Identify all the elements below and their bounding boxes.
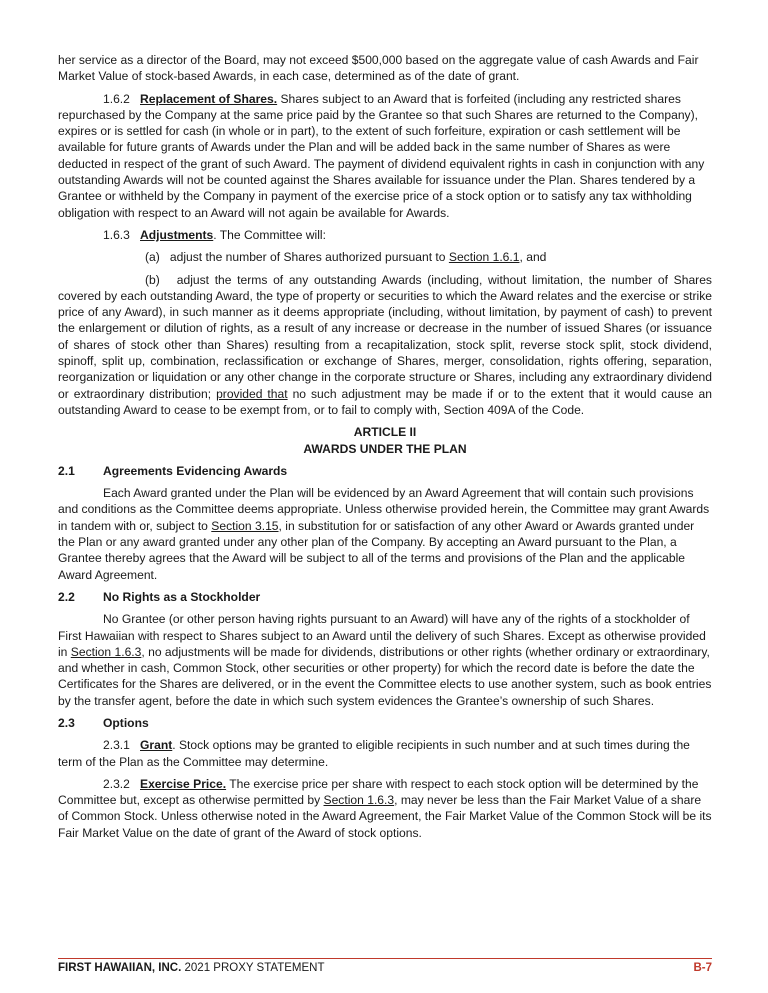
section-title: Exercise Price.: [140, 776, 227, 791]
clause-text-end: no such adjustment may be made if or to the extent that it would cause an outstanding Award to cease to be exempt from, or to fail to comply with, Section 409A of the Code.: [58, 386, 712, 417]
section-title: Grant: [140, 738, 173, 753]
section-2-3-heading: [58, 715, 712, 731]
provided-that-link: provided that: [216, 386, 288, 401]
section-text: . Stock options may be granted to eligible recipients in such number and at such times during the term of the Plan as the Committee may determine.: [58, 738, 690, 769]
section-text-end: , no adjustments will be made for dividends, distributions or other rights (whether ordinary or extraordinary, and whether in cash, Common Stock, other securities or other property) for which the record date is before the date the Certificates for the Shares are delivered, or in the event the Committee elects to use another system, such as book entries by the transfer agent, before the date in which such system evidences the Grantee’s ownership of such Shares.: [58, 644, 712, 708]
section-text: Each Award granted under the Plan will be evidenced by an Award Agreement that will contain such provisions and conditions as the Committee deems appropriate. Unless otherwise provided herein, the Committee may grant Awards in tandem with or, subject to: [58, 486, 710, 533]
clause-b: [58, 272, 712, 419]
section-number: 2.1: [58, 463, 75, 478]
section-1-6-2: [58, 91, 712, 221]
section-link-3-15[interactable]: Section 3.15: [211, 518, 279, 533]
footer-title: [58, 962, 324, 974]
footer-doc: 2021 PROXY STATEMENT: [181, 962, 325, 974]
section-number: 1.6.3: [103, 227, 130, 242]
clause-label: (b): [145, 272, 160, 287]
section-2-2-body: [58, 611, 712, 709]
document-page: [58, 52, 712, 847]
section-2-1-heading: [58, 463, 712, 479]
section-title: Adjustments: [140, 227, 214, 242]
section-text-end: , in substitution for or satisfaction of any other Award or Awards granted under the Plan or any award granted under any other plan of the Company. By accepting an Award pursuant to the Plan, a Grantee thereby agrees that the Award will be subject to all of the terms and provisions of the Plan and the applicable Award Agreement.: [58, 518, 695, 582]
section-text-end: , may never be less than the Fair Market Value of a share of Common Stock. Unless otherwise noted in the Award Agreement, the Fair Market Value of the Common Stock will be its Fair Market Value on the date of grant of the Award of stock options.: [58, 793, 712, 840]
page-footer: [58, 958, 712, 974]
article-heading: [58, 424, 712, 457]
section-2-3-2: [58, 776, 712, 841]
section-1-6-3: [58, 227, 712, 243]
section-title: No Rights as a Stockholder: [103, 589, 261, 604]
section-title: Replacement of Shares.: [140, 91, 278, 106]
section-link-1-6-3[interactable]: Section 1.6.3: [323, 793, 395, 808]
section-2-2-heading: [58, 589, 712, 605]
section-text: No Grantee (or other person having rights pursuant to an Award) will have any of the rights of a stockholder of First Hawaiian with respect to Shares subject to an Award until the delivery of such Shares. Except as otherwise provided in: [58, 612, 706, 659]
article-title: AWARDS UNDER THE PLAN: [303, 441, 467, 456]
footer-company: FIRST HAWAIIAN, INC.: [58, 962, 182, 974]
intro-paragraph: her service as a director of the Board, may not exceed $500,000 based on the aggregate value of cash Awards and Fair Market Value of stock-based Awards, in each case, determined as of the date of grant.: [58, 53, 699, 84]
section-title: Agreements Evidencing Awards: [103, 463, 288, 478]
section-number: 2.3.2: [103, 776, 130, 791]
section-text: Shares subject to an Award that is forfeited (including any restricted shares repurchased by the Company at the same price paid by the Grantee so that such Shares are returned to the Company), expires or is settled for cash (in whole or in part), to the extent of such forfeiture, expiration or cash settlement will be available for future grants of Awards under the Plan and will be added back in the same number of Shares as were deducted in respect of the grant of such Award. The payment of dividend equivalent rights in cash in conjunction with any outstanding Awards will not be counted against the Shares available for issuance under the Plan. Shares tendered by a Grantee or withheld by the Company in payment of the exercise price of a stock option or to satisfy any tax withholding obligation with respect to an Award will not again be available for Awards.: [58, 91, 705, 220]
section-text: . The Committee will:: [213, 227, 326, 242]
section-link-1-6-1[interactable]: Section 1.6.1: [448, 250, 520, 265]
article-number: ARTICLE II: [353, 425, 417, 440]
section-2-3-1: [58, 737, 712, 770]
section-number: 2.3.1: [103, 738, 130, 753]
section-title: Options: [103, 715, 149, 730]
section-link-1-6-3[interactable]: Section 1.6.3: [70, 644, 142, 659]
clause-text-end: , and: [519, 250, 547, 265]
clause-a: [58, 249, 712, 265]
section-2-1-body: [58, 485, 712, 583]
clause-label: (a): [145, 250, 160, 265]
page-number: B-7: [693, 962, 712, 974]
section-number: 1.6.2: [103, 91, 130, 106]
section-number: 2.3: [58, 715, 75, 730]
section-text: The exercise price per share with respect to each stock option will be determined by the Committee but, except as otherwise permitted by: [58, 776, 699, 808]
clause-text: adjust the terms of any outstanding Awards (including, without limitation, the number of Shares covered by each outstanding Award, the type of property or securities to which the Award relates and the exercise or strike price of any Award), in such manner as it deems appropriate (including, without limitation, by payment of cash) to prevent the enlargement or dilution of rights, as a result of any increase or decrease in the number of issued Shares (or issuance of shares of stock other than Shares) resulting from a recapitalization, stock split, reverse stock split, stock dividend, spinoff, split up, combination, reclassification or exchange of Shares, merger, consolidation, rights offering, separation, reorganization or liquidation or any other change in the corporate structure or Shares, including any extraordinary dividend or extraordinary distribution;: [58, 272, 712, 401]
clause-text: adjust the number of Shares authorized pursuant to: [169, 250, 449, 265]
section-number: 2.2: [58, 589, 75, 604]
